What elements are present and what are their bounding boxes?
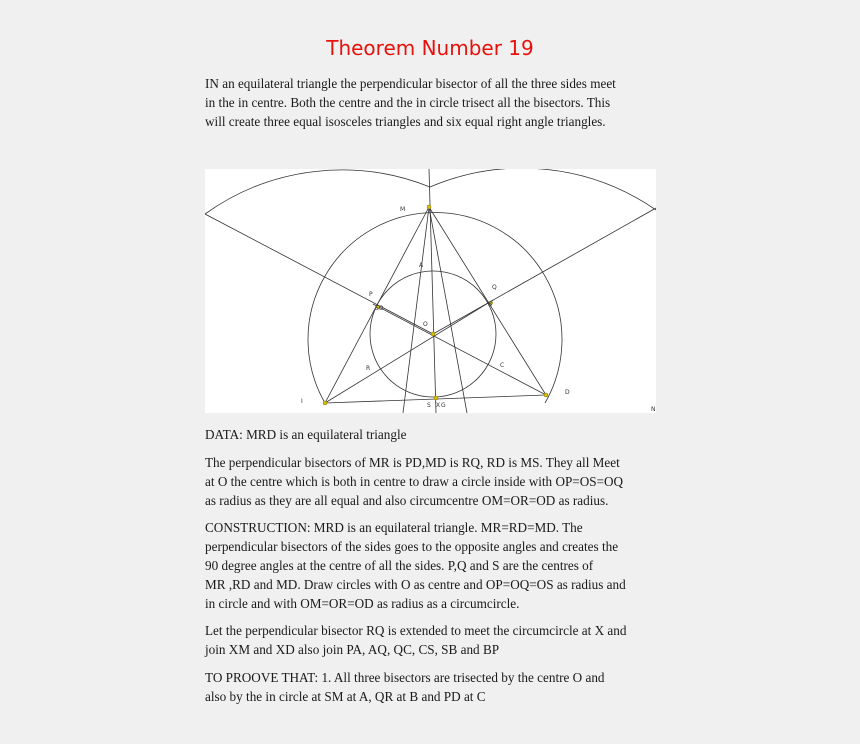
label-s: S	[427, 402, 431, 409]
line-mc	[403, 207, 429, 413]
left-construction-arc	[205, 170, 430, 214]
label-c: C	[500, 362, 505, 369]
intro-paragraph	[205, 74, 660, 131]
label-a: A	[419, 262, 424, 269]
bisector-rq	[325, 300, 493, 403]
construction-line: perpendicular bisectors of the sides goes to the opposite angles and creates the	[205, 539, 619, 554]
extension-line: Let the perpendicular bisector RQ is extended to meet the circumcircle at X and	[205, 623, 627, 638]
left-diagonal-line	[205, 214, 433, 334]
construction-line: 90 degree angles at the centre of all the sides. P,Q and S are the centres of	[205, 558, 594, 573]
data-line: DATA: MRD is an equilateral triangle	[205, 427, 407, 442]
label-g: G	[441, 402, 446, 409]
label-m: M	[400, 206, 406, 213]
bisectors-paragraph	[205, 453, 660, 510]
prove-line: also by the in circle at SM at A, QR at B and PD at C	[205, 689, 486, 704]
page-title: Theorem Number 19	[326, 36, 534, 60]
label-p: P	[369, 291, 373, 298]
label-so: SO	[375, 305, 384, 312]
label-x: X	[436, 402, 441, 409]
point-s	[434, 396, 438, 400]
label-q: Q	[492, 284, 497, 291]
construction-line: in circle and with OM=OR=OD as radius as a circumcircle.	[205, 596, 520, 611]
right-construction-arc	[430, 169, 656, 210]
construction-line: MR ,RD and MD. Draw circles with O as centre and OP=OQ=OS as radius and	[205, 577, 626, 592]
label-i: I	[301, 398, 303, 405]
point-o	[431, 332, 435, 336]
geometry-figure	[205, 169, 656, 413]
data-paragraph	[205, 425, 660, 444]
extension-line: join XM and XD also join PA, AQ, QC, CS, SB and BP	[205, 642, 500, 657]
point-d	[544, 393, 548, 397]
construction-paragraph	[205, 518, 660, 613]
prove-paragraph	[205, 668, 660, 706]
intro-line: IN an equilateral triangle the perpendicular bisector of all the three sides meet	[205, 76, 616, 91]
bisectors-line: The perpendicular bisectors of MR is PD,MD is RQ, RD is MS. They all Meet	[205, 455, 620, 470]
point-r	[323, 401, 327, 405]
bisectors-line: as radius as they are all equal and also circumcentre OM=OR=OD as radius.	[205, 493, 609, 508]
bisectors-line: at O the centre which is both in centre to draw a circle inside with OP=OS=OQ	[205, 474, 624, 489]
intro-line: in the in centre. Both the centre and the in circle trisect all the bisectors. This	[205, 95, 611, 110]
label-o: O	[423, 321, 428, 328]
label-d: D	[565, 389, 570, 396]
geometry-diagram	[205, 169, 656, 413]
right-diagonal-line	[433, 208, 656, 334]
label-r: R	[366, 365, 371, 372]
bisector-pd	[373, 304, 546, 395]
extension-paragraph	[205, 621, 660, 659]
intro-line: will create three equal isosceles triangles and six equal right angle triangles.	[205, 114, 606, 129]
construction-line: CONSTRUCTION: MRD is an equilateral triangle. MR=RD=MD. The	[205, 520, 583, 535]
label-b: B	[488, 301, 493, 308]
prove-line: TO PROOVE THAT: 1. All three bisectors are trisected by the centre O and	[205, 670, 605, 685]
label-n: N	[651, 406, 656, 413]
point-m	[427, 205, 431, 209]
